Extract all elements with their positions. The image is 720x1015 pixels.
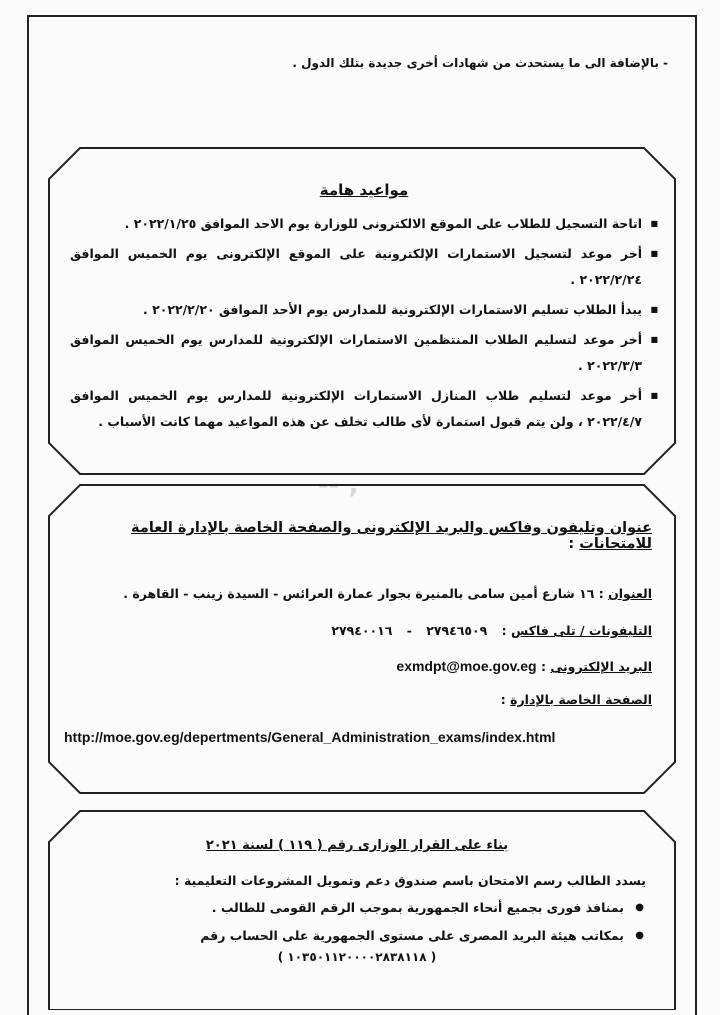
list-item: ■ أخر موعد لتسليم طلاب المنازل الاستمارات الإلكترونية للمدارس يوم الخميس الموافق ٢٠٢٢/٤/٧ ، ولن يتم قبول استمارة لأى طالب تخلف عن هذه المواعيد مهما كانت الأسباب . <box>70 383 658 435</box>
contact-box <box>48 484 676 794</box>
important-dates-box <box>48 147 676 475</box>
exams-page-url[interactable]: http://moe.gov.eg/depertments/General_Administration_exams/index.html <box>64 729 556 745</box>
list-item: ■ يبدأ الطلاب تسليم الاستمارات الإلكترونية للمدارس يوم الأحد الموافق ٢٠٢٢/٢/٢٠ . <box>70 297 658 323</box>
address-label: العنوان <box>608 586 652 601</box>
contact-title-colon: : <box>568 536 575 552</box>
list-item: ■ أخر موعد لتسليم الطلاب المنتظمين الاستمارات الإلكترونية للمدارس يوم الخميس الموافق ٢٠٢٢/٣/٣ . <box>70 327 658 379</box>
page-row <box>62 692 652 707</box>
email-row: البريد الإلكترونى : exmdpt@moe.gov.eg <box>396 658 652 674</box>
decree-title: بناء على القرار الوزارى رقم ( ١١٩ ) لسنة ٢٠٢١ <box>205 838 509 853</box>
list-item: ● بمنافذ فورى بجميع أنحاء الجمهورية بموجب الرقم القومى للطالب . <box>68 894 646 922</box>
address-value: : ١٦ شارع أمين سامى بالمنيرة بجوار عمارة العرائس - السيدة زينب - القاهرة . <box>123 586 604 601</box>
watermark-mark: -- , <box>318 470 359 500</box>
phones-row <box>62 623 652 638</box>
contact-title <box>62 520 652 552</box>
decree-intro: يسدد الطالب رسم الامتحان باسم صندوق دعم وتمويل المشروعات التعليمية : <box>174 873 646 888</box>
page-label: الصفحة الخاصة بالإدارة <box>510 692 652 707</box>
important-dates-title: مواعيد هامة <box>319 181 409 199</box>
phones-label: التليفونات / تلى فاكس <box>511 623 652 638</box>
page-colon: : <box>500 692 506 707</box>
email-link[interactable]: exmdpt@moe.gov.eg <box>396 658 537 674</box>
list-item: ■ أخر موعد لتسجيل الاستمارات الإلكترونية على الموقع الإلكترونى يوم الخميس الموافق ٢٠٢٢/٢/٢٤ . <box>70 241 658 293</box>
phones-value: : ٢٧٩٤٦٥٠٩ - ٢٧٩٤٠٠١٦ <box>331 623 507 638</box>
list-item: ● بمكاتب هيئة البريد المصرى على مستوى الجمهورية على الحساب رقم <box>68 922 646 950</box>
list-item: ■ اتاحة التسجيل للطلاب على الموقع الالكترونى للوزارة يوم الاحد الموافق ٢٠٢٢/١/٢٥ . <box>70 211 658 237</box>
account-number: ( ١٠٣٥٠١١٢٠٠٠٠٢٨٣٨١١٨ ) <box>277 950 437 964</box>
contact-title-text: عنوان وتليفون وفاكس والبريد الإلكترونى والصفحة الخاصة بالإدارة العامة للامتحانات <box>131 520 652 552</box>
intro-line: - بالإضافة الى ما يستحدث من شهادات أخرى جديدة بتلك الدول . <box>292 56 668 70</box>
email-label: البريد الإلكترونى <box>550 659 652 674</box>
decree-box <box>48 810 676 1010</box>
address-row <box>62 586 652 601</box>
